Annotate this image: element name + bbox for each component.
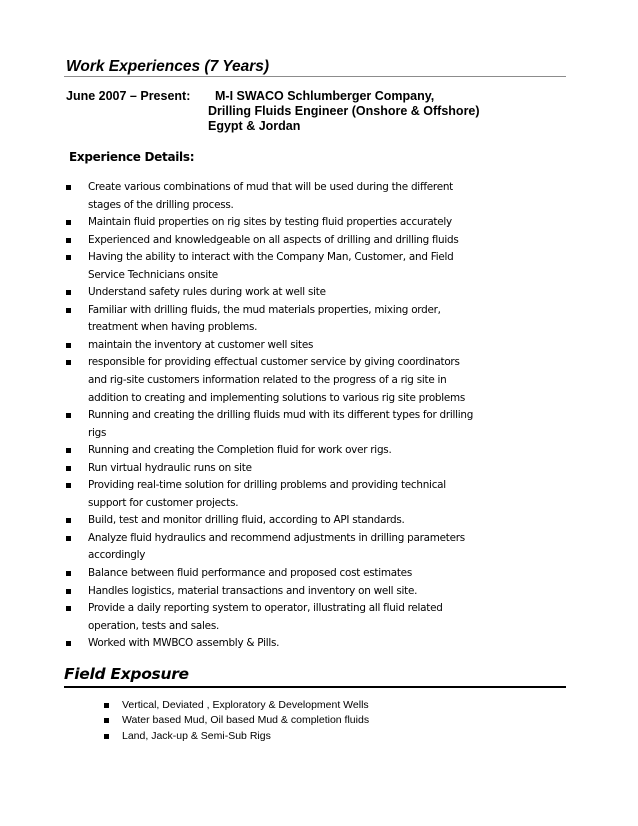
job-info — [208, 89, 480, 134]
duty-text-line: maintain the inventory at customer well sites — [88, 338, 314, 351]
duty-item — [66, 583, 496, 601]
field-item-text: Vertical, Deviated , Exploratory & Development Wells — [122, 699, 369, 711]
duty-item — [66, 249, 496, 284]
duty-text-line: accordingly — [88, 549, 146, 562]
square-bullet-icon — [66, 255, 71, 260]
duty-item — [66, 302, 496, 337]
square-bullet-icon — [66, 360, 71, 365]
duty-text-line: Balance between fluid performance and proposed cost estimates — [88, 567, 412, 580]
square-bullet-icon — [104, 718, 109, 723]
duty-text-line: operation, tests and sales. — [88, 619, 220, 632]
duty-text-line: treatment when having problems. — [88, 321, 258, 334]
duties-list — [66, 179, 496, 653]
duty-item — [66, 284, 496, 302]
duty-text-line: Handles logistics, material transactions and inventory on well site. — [88, 584, 418, 597]
duty-item — [66, 600, 496, 635]
duty-item — [66, 442, 496, 460]
experience-details-label: Experience Details: — [69, 150, 195, 164]
duty-text-line: and rig-site customers information related to the progress of a rig site in — [88, 374, 447, 387]
field-item — [104, 713, 369, 728]
square-bullet-icon — [66, 641, 71, 646]
square-bullet-icon — [104, 734, 109, 739]
duty-item — [66, 354, 496, 407]
duty-text-line: Worked with MWBCO assembly & Pills. — [88, 637, 280, 650]
duty-item — [66, 460, 496, 478]
duty-item — [66, 337, 496, 355]
duty-item — [66, 530, 496, 565]
duty-text-line: Analyze fluid hydraulics and recommend adjustments in drilling parameters — [88, 531, 465, 544]
duty-text-line: Providing real-time solution for drilling problems and providing technical — [88, 479, 446, 492]
duty-text-line: Build, test and monitor drilling fluid, according to API standards. — [88, 514, 405, 527]
square-bullet-icon — [66, 589, 71, 594]
duty-item — [66, 635, 496, 653]
square-bullet-icon — [66, 483, 71, 488]
duty-text-line: Provide a daily reporting system to operator, illustrating all fluid related — [88, 602, 443, 615]
work-heading-rule — [64, 76, 566, 77]
square-bullet-icon — [104, 703, 109, 708]
square-bullet-icon — [66, 571, 71, 576]
duty-item — [66, 565, 496, 583]
duty-item — [66, 179, 496, 214]
duty-text-line: Familiar with drilling fluids, the mud materials properties, mixing order, — [88, 303, 441, 316]
duty-item — [66, 407, 496, 442]
field-item — [104, 698, 369, 713]
duty-text-line: responsible for providing effectual customer service by giving coordinators — [88, 356, 460, 369]
square-bullet-icon — [66, 606, 71, 611]
square-bullet-icon — [66, 220, 71, 225]
field-exposure-list — [104, 698, 369, 744]
field-heading-rule — [64, 686, 566, 688]
duty-text-line: Maintain fluid properties on rig sites by testing fluid properties accurately — [88, 216, 452, 229]
square-bullet-icon — [66, 448, 71, 453]
field-item-text: Land, Jack-up & Semi-Sub Rigs — [122, 729, 271, 742]
duty-text-line: Run virtual hydraulic runs on site — [88, 461, 252, 474]
duty-item — [66, 512, 496, 530]
duty-text-line: Running and creating the drilling fluids mud with its different types for drilling — [88, 409, 474, 422]
duty-text-line: Experienced and knowledgeable on all aspects of drilling and drilling fluids — [88, 233, 459, 246]
square-bullet-icon — [66, 343, 71, 348]
duty-text-line: Service Technicians onsite — [88, 268, 218, 281]
duty-text-line: addition to creating and implementing solutions to various rig site problems — [88, 391, 466, 404]
square-bullet-icon — [66, 518, 71, 523]
job-location: Egypt & Jordan — [208, 119, 301, 133]
duty-item — [66, 477, 496, 512]
field-item — [104, 729, 369, 744]
field-item-text: Water based Mud, Oil based Mud & completion fluids — [122, 714, 370, 727]
square-bullet-icon — [66, 185, 71, 190]
job-role: Drilling Fluids Engineer (Onshore & Offshore) — [208, 104, 480, 118]
field-exposure-heading: Field Exposure — [64, 665, 189, 683]
duty-text-line: Understand safety rules during work at well site — [88, 286, 326, 299]
square-bullet-icon — [66, 238, 71, 243]
job-company: M-I SWACO Schlumberger Company, — [215, 89, 435, 103]
duty-text-line: Running and creating the Completion fluid for work over rigs. — [88, 444, 392, 457]
square-bullet-icon — [66, 308, 71, 313]
duty-item — [66, 232, 496, 250]
duty-text-line: stages of the drilling process. — [88, 198, 234, 211]
duty-text-line: Having the ability to interact with the Company Man, Customer, and Field — [88, 251, 454, 264]
square-bullet-icon — [66, 466, 71, 471]
duty-item — [66, 214, 496, 232]
square-bullet-icon — [66, 413, 71, 418]
square-bullet-icon — [66, 536, 71, 541]
work-experience-heading: Work Experiences (7 Years) — [66, 58, 270, 75]
square-bullet-icon — [66, 290, 71, 295]
job-dates: June 2007 – Present: — [66, 89, 191, 103]
duty-text-line: rigs — [88, 426, 107, 439]
duty-text-line: support for customer projects. — [88, 496, 239, 509]
duty-text-line: Create various combinations of mud that will be used during the different — [88, 181, 453, 193]
